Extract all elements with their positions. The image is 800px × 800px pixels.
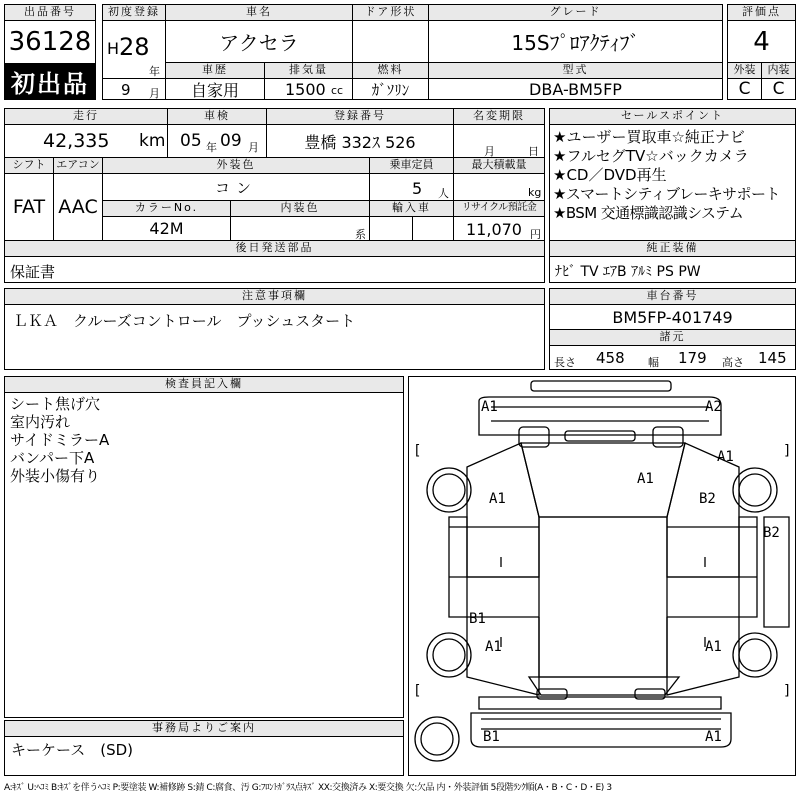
inspection-month-unit: 月 (248, 141, 259, 154)
dims-cell (549, 345, 796, 370)
first-listing-badge: 初出品 (11, 70, 89, 98)
damage-mark: B1 (483, 729, 500, 745)
sales-point: ★BSM 交通標識認識システム (553, 204, 744, 222)
fuel-value: ｶﾞｿﾘﾝ (371, 80, 410, 99)
damage-mark: A1 (637, 471, 654, 487)
mileage-value: 42,335 (43, 130, 110, 152)
office-cell (4, 736, 404, 776)
interior-suffix: 系 (355, 228, 366, 241)
plate-label: 登録番号 (266, 108, 454, 125)
lot-number-cell (4, 20, 96, 64)
name-change-day-unit: 日 (528, 145, 539, 158)
model-label: 型式 (428, 62, 723, 79)
car-outline (409, 377, 796, 776)
inspector-note: 室内汚れ (10, 413, 71, 431)
name-change-cell (453, 124, 545, 158)
grade-label: グレード (428, 4, 723, 21)
height-label: 高さ (722, 356, 744, 369)
inspection-label: 車検 (167, 108, 267, 125)
bracket-mark: [ (413, 683, 422, 699)
load-cell (453, 173, 545, 201)
mileage-cell (4, 124, 168, 158)
damage-mark: A1 (489, 491, 506, 507)
reg-label: 初度登録 (102, 4, 166, 21)
sales-points-label: セールスポイント (549, 108, 796, 125)
bracket-mark: ] (783, 443, 792, 459)
recycle-label: リサイクル預託金 (453, 200, 545, 217)
damage-legend: A:ｷｽﾞ U:ﾍｺﾐ B:ｷｽﾞを伴うﾍｺﾐ P:要塗装 W:補修跡 S:錆 C:腐食、汚 G:ﾌﾛﾝﾄｶﾞﾗｽ点ｷｽﾞ XX:交換済み X:要交換 欠:欠品 内・外装評価 5段階ﾗﾝｸ順(A・B・C・D・E) 3 (4, 783, 612, 793)
car-cell (165, 20, 353, 63)
inspection-year: 05 (180, 131, 202, 151)
height-value: 145 (758, 349, 787, 367)
inspector-note: 外装小傷有り (10, 467, 101, 485)
sales-point: ★スマートシティブレーキサポート (553, 185, 780, 203)
color-label: 外装色 (102, 157, 370, 174)
color-no-cell (102, 216, 231, 241)
plate-cell (266, 124, 454, 158)
first-listing-badge-cell (4, 63, 96, 100)
name-change-month-unit: 月 (484, 145, 495, 158)
reg-month-unit: 月 (149, 87, 160, 100)
recycle-unit: 円 (530, 228, 541, 241)
grade-cell (428, 20, 723, 63)
bracket-mark: [ (413, 443, 422, 459)
inspection-cell (167, 124, 267, 158)
damage-mark: A1 (717, 449, 734, 465)
later-parts-cell (4, 256, 545, 283)
shift-label: シフト (4, 157, 54, 174)
displacement-label: 排気量 (264, 62, 353, 79)
recycle-cell (453, 216, 545, 241)
aircon-label: エアコン (53, 157, 103, 174)
equipment-value: ﾅﾋﾞ TV ｴｱB ｱﾙﾐ PS PW (555, 264, 701, 280)
door-cell (352, 20, 429, 63)
displacement-unit: cc (331, 84, 344, 97)
mileage-label: 走行 (4, 108, 168, 125)
load-label: 最大積載量 (453, 157, 545, 174)
score-value: 4 (753, 26, 770, 57)
plate-value: 豊橋 332ｽ 526 (304, 132, 416, 152)
damage-mark: B2 (763, 525, 780, 541)
damage-mark: B2 (699, 491, 716, 507)
inspector-notes-cell (4, 392, 404, 718)
car-label: 車名 (165, 4, 353, 21)
caution-cell (4, 304, 545, 370)
caution-value: ＬＫＡ クルーズコントロール プッシュスタート (13, 312, 356, 330)
length-value: 458 (596, 349, 625, 367)
inspector-note: シート焦げ穴 (10, 395, 101, 413)
history-label: 車歴 (165, 62, 265, 79)
shift-value: FAT (12, 196, 46, 218)
inspector-note: サイドミラーA (10, 431, 110, 449)
office-label: 事務局よりご案内 (4, 720, 404, 737)
int-score-cell (761, 78, 796, 100)
chassis-cell (549, 304, 796, 330)
inspector-label: 検査員記入欄 (4, 376, 404, 393)
equipment-label: 純正装備 (549, 240, 796, 257)
model-cell (428, 78, 723, 100)
import-label: 輸入車 (369, 200, 454, 217)
recycle-value: 11,070 (466, 220, 522, 239)
displacement-cell (264, 78, 353, 100)
inspection-month: 09 (220, 131, 242, 151)
reg-year: 28 (119, 33, 150, 61)
fuel-label: 燃料 (352, 62, 429, 79)
fuel-cell (352, 78, 429, 100)
damage-mark: A1 (485, 639, 502, 655)
dims-label: 諸元 (549, 329, 796, 346)
score-cell (727, 20, 796, 63)
ext-score: C (738, 79, 751, 99)
color-value: コン (214, 178, 257, 197)
width-label: 幅 (648, 356, 659, 369)
shift-cell (4, 173, 54, 241)
capacity-unit: 人 (438, 187, 449, 200)
damage-diagram (408, 376, 796, 776)
inspection-year-unit: 年 (206, 141, 217, 154)
int-score-label: 内装 (761, 62, 796, 79)
damage-mark: B1 (469, 611, 486, 627)
aircon-cell (53, 173, 103, 241)
damage-mark: A1 (705, 639, 722, 655)
history-cell (165, 78, 265, 100)
color-no-label: カラーNo. (102, 200, 231, 217)
inspector-note: バンパー下A (10, 449, 95, 467)
damage-mark: A2 (705, 399, 722, 415)
chassis-value: BM5FP-401749 (612, 307, 733, 327)
car-name: アクセラ (219, 31, 299, 55)
sales-point: ★ユーザー買取車☆純正ナビ (553, 128, 745, 146)
ext-score-cell (727, 78, 762, 100)
aircon-value: AAC (58, 196, 98, 218)
model-value: DBA-BM5FP (529, 79, 622, 99)
name-change-label: 名変期限 (453, 108, 545, 125)
reg-month-cell (102, 78, 166, 100)
reg-year-cell (102, 20, 166, 79)
mileage-unit: km (139, 131, 166, 151)
chassis-label: 車台番号 (549, 288, 796, 305)
interior-label: 内装色 (230, 200, 370, 217)
capacity-cell (369, 173, 454, 201)
color-cell (102, 173, 370, 201)
bracket-mark: ] (783, 683, 792, 699)
later-parts-value: 保証書 (10, 263, 56, 281)
sales-point: ★フルセグTV☆バックカメラ (553, 147, 749, 165)
damage-mark: A1 (481, 399, 498, 415)
equipment-cell (549, 256, 796, 283)
import-cell (369, 216, 454, 241)
load-unit: kg (528, 186, 542, 199)
sales-point: ★CD／DVD再生 (553, 166, 667, 184)
reg-year-unit: 年 (149, 65, 160, 78)
int-score: C (772, 79, 785, 99)
door-label: ドア形状 (352, 4, 429, 21)
capacity-label: 乗車定員 (369, 157, 454, 174)
lot-label: 出品番号 (4, 4, 96, 21)
color-no-value: 42M (149, 219, 184, 238)
length-label: 長さ (554, 356, 576, 369)
displacement-value: 1500 (285, 80, 326, 99)
later-parts-label: 後日発送部品 (4, 240, 545, 257)
sales-points-cell (549, 124, 796, 241)
reg-month: 9 (121, 81, 131, 99)
grade-value: 15Sﾌﾟﾛｱｸﾃｨﾌﾞ (511, 31, 640, 55)
lot-number: 36128 (8, 27, 92, 57)
history-value: 自家用 (190, 80, 239, 100)
capacity-value: 5 (412, 179, 423, 198)
office-value: キーケース (SD) (11, 741, 134, 759)
interior-cell (230, 216, 370, 241)
ext-score-label: 外装 (727, 62, 762, 79)
width-value: 179 (678, 349, 707, 367)
reg-era: H (107, 39, 120, 58)
score-label: 評価点 (727, 4, 796, 21)
import-divider (412, 217, 413, 241)
damage-mark: A1 (705, 729, 722, 745)
caution-label: 注意事項欄 (4, 288, 545, 305)
